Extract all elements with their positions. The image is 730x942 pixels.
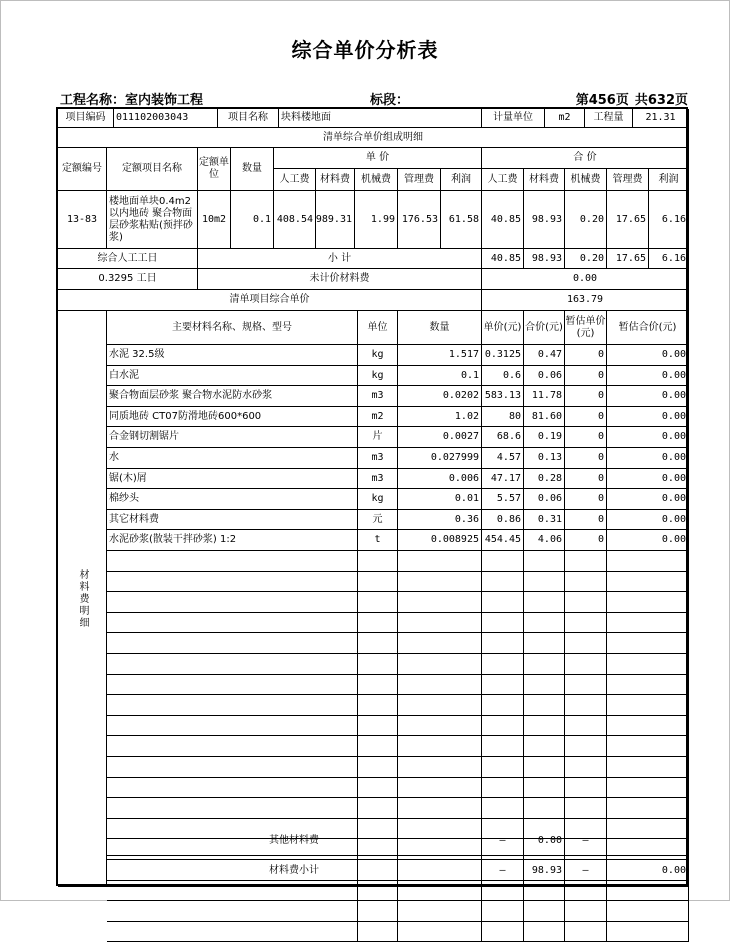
- empty-cell: [107, 798, 358, 819]
- page-total: 共632页: [634, 93, 688, 108]
- material-cell: 1.02: [398, 407, 482, 427]
- material-cell: 0: [565, 489, 607, 510]
- material-cell: 0.1: [398, 366, 482, 386]
- material-cell: 583.13: [482, 386, 524, 407]
- material-cell: 0.00: [607, 489, 689, 510]
- material-cell: 0.86: [482, 510, 524, 530]
- empty-cell: [398, 736, 482, 757]
- empty-cell: [482, 757, 524, 778]
- quota-code: 13-83: [58, 191, 107, 249]
- empty-cell: [565, 572, 607, 592]
- material-cell: 0.0027: [398, 427, 482, 448]
- material-cell: 锯(木)屑: [107, 469, 358, 489]
- qty-label: 工程量: [585, 109, 633, 128]
- empty-cell: [398, 922, 482, 942]
- empty-cell: [107, 695, 358, 716]
- unpriced-label: 未计价材料费: [198, 269, 482, 290]
- empty-cell: [565, 922, 607, 942]
- material-cell: 0.008925: [398, 530, 482, 551]
- material-header: 单位: [358, 311, 398, 345]
- material-cell: 0.3125: [482, 345, 524, 366]
- empty-cell: [107, 572, 358, 592]
- empty-cell: [107, 551, 358, 572]
- empty-cell: [607, 613, 689, 633]
- material-cell: 0.19: [524, 427, 565, 448]
- quota-total: 0.20: [565, 191, 607, 249]
- qty-value: 21.31: [633, 109, 689, 128]
- empty-cell: [107, 613, 358, 633]
- empty-cell: [107, 757, 358, 778]
- material-cell: m3: [358, 469, 398, 489]
- empty-cell: [482, 551, 524, 572]
- empty-cell: [107, 922, 358, 942]
- other-material-price: —: [482, 826, 524, 856]
- empty-cell: [107, 736, 358, 757]
- total-col-header: 管理费: [607, 169, 649, 191]
- empty-cell: [607, 633, 689, 654]
- material-cell: kg: [358, 345, 398, 366]
- material-cell: 11.78: [524, 386, 565, 407]
- empty-cell: [482, 592, 524, 613]
- empty-cell: [398, 572, 482, 592]
- quota-total: 17.65: [607, 191, 649, 249]
- material-cell: 81.60: [524, 407, 565, 427]
- analysis-table: [56, 107, 688, 886]
- empty-cell: [524, 551, 565, 572]
- empty-cell: [524, 778, 565, 798]
- unit-price-col-header: 机械费: [355, 169, 398, 191]
- material-cell: 同质地砖 CT07防滑地砖600*600: [107, 407, 358, 427]
- material-cell: m3: [358, 386, 398, 407]
- other-material-total: 0.00: [524, 826, 565, 856]
- material-cell: 454.45: [482, 530, 524, 551]
- empty-cell: [398, 695, 482, 716]
- material-header: 暂估合价(元): [607, 311, 689, 345]
- page-number: [570, 89, 688, 108]
- material-header: 单价(元): [482, 311, 524, 345]
- empty-cell: [358, 592, 398, 613]
- material-cell: 元: [358, 510, 398, 530]
- material-cell: 0.06: [524, 366, 565, 386]
- empty-cell: [482, 654, 524, 675]
- materials-side-text: 材料费明细: [77, 568, 88, 629]
- empty-cell: [524, 613, 565, 633]
- empty-cell: [607, 736, 689, 757]
- subtotal-value: 6.16: [649, 249, 689, 269]
- empty-cell: [482, 716, 524, 736]
- composition-title: 清单综合单价组成明细: [58, 128, 689, 148]
- empty-cell: [358, 572, 398, 592]
- empty-cell: [565, 654, 607, 675]
- col-quantity: 数量: [231, 148, 274, 191]
- material-cell: 4.06: [524, 530, 565, 551]
- material-cell: 水泥砂浆(散装干拌砂浆) 1:2: [107, 530, 358, 551]
- empty-cell: [358, 633, 398, 654]
- empty-cell: [565, 633, 607, 654]
- item-name: 块料楼地面: [279, 109, 482, 128]
- material-cell: kg: [358, 489, 398, 510]
- empty-cell: [607, 716, 689, 736]
- material-cell: 0.00: [607, 510, 689, 530]
- quota-total: 40.85: [482, 191, 524, 249]
- empty-cell: [565, 695, 607, 716]
- composite-value: 163.79: [482, 290, 689, 311]
- unit-price-col-header: 管理费: [398, 169, 441, 191]
- empty-cell: [565, 675, 607, 695]
- empty-cell: [607, 901, 689, 922]
- empty-cell: [107, 778, 358, 798]
- labor-days: 0.3295 工日: [58, 269, 198, 290]
- empty-cell: [358, 736, 398, 757]
- empty-cell: [107, 675, 358, 695]
- col-quota-unit: 定额单位: [198, 148, 231, 191]
- unit-price-col-header: 人工费: [274, 169, 316, 191]
- material-cell: 聚合物面层砂浆 聚合物水泥防水砂浆: [107, 386, 358, 407]
- page-title: 综合单价分析表: [291, 38, 439, 62]
- other-material-est-total: [607, 826, 689, 856]
- empty-cell: [482, 901, 524, 922]
- unit-price-col-header: 利润: [441, 169, 482, 191]
- empty-cell: [358, 716, 398, 736]
- quota-qty: 0.1: [231, 191, 274, 249]
- empty-cell: [107, 716, 358, 736]
- empty-cell: [565, 716, 607, 736]
- material-cell: 0.00: [607, 448, 689, 469]
- subtotal-value: 98.93: [524, 249, 565, 269]
- empty-cell: [398, 675, 482, 695]
- material-cell: 0.027999: [398, 448, 482, 469]
- empty-cell: [358, 922, 398, 942]
- material-subtotal-price: —: [482, 856, 524, 887]
- labor-label: 综合人工工日: [58, 249, 198, 269]
- empty-cell: [358, 613, 398, 633]
- material-cell: 0.00: [607, 345, 689, 366]
- empty-cell: [358, 695, 398, 716]
- material-cell: kg: [358, 366, 398, 386]
- empty-cell: [524, 654, 565, 675]
- section-label: 标段：: [370, 93, 410, 108]
- empty-cell: [524, 736, 565, 757]
- empty-cell: [358, 778, 398, 798]
- material-cell: 0.00: [607, 427, 689, 448]
- material-cell: 68.6: [482, 427, 524, 448]
- empty-cell: [607, 757, 689, 778]
- material-cell: 0.0202: [398, 386, 482, 407]
- material-cell: m2: [358, 407, 398, 427]
- empty-cell: [524, 592, 565, 613]
- empty-cell: [107, 592, 358, 613]
- quota-unit-price: 176.53: [398, 191, 441, 249]
- material-cell: 0.6: [482, 366, 524, 386]
- material-cell: m3: [358, 448, 398, 469]
- material-cell: t: [358, 530, 398, 551]
- empty-cell: [607, 654, 689, 675]
- material-cell: 0: [565, 407, 607, 427]
- empty-cell: [398, 613, 482, 633]
- empty-cell: [358, 757, 398, 778]
- empty-cell: [398, 551, 482, 572]
- empty-cell: [607, 551, 689, 572]
- material-cell: 80: [482, 407, 524, 427]
- subtotal-label: 小 计: [198, 249, 482, 269]
- empty-cell: [482, 695, 524, 716]
- item-code: 011102003043: [114, 109, 218, 128]
- empty-cell: [565, 901, 607, 922]
- quota-unit-price: 1.99: [355, 191, 398, 249]
- item-code-label: 项目编码: [58, 109, 114, 128]
- total-col-header: 利润: [649, 169, 689, 191]
- quota-unit-price: 408.54: [274, 191, 316, 249]
- page-current: 第456页: [575, 93, 629, 108]
- material-cell: 其它材料费: [107, 510, 358, 530]
- empty-cell: [524, 757, 565, 778]
- quota-unit-price: 61.58: [441, 191, 482, 249]
- material-cell: 合金钢切割锯片: [107, 427, 358, 448]
- material-cell: 片: [358, 427, 398, 448]
- unit-price-col-header: 材料费: [316, 169, 355, 191]
- material-subtotal-total: 98.93: [524, 856, 565, 887]
- empty-cell: [524, 716, 565, 736]
- empty-cell: [524, 922, 565, 942]
- materials-side-label: [58, 311, 107, 887]
- material-cell: 0.00: [607, 469, 689, 489]
- empty-cell: [565, 798, 607, 819]
- material-cell: 0: [565, 345, 607, 366]
- subtotal-value: 17.65: [607, 249, 649, 269]
- empty-cell: [358, 901, 398, 922]
- empty-cell: [398, 654, 482, 675]
- total-col-header: 材料费: [524, 169, 565, 191]
- item-name-label: 项目名称: [218, 109, 279, 128]
- material-cell: 4.57: [482, 448, 524, 469]
- empty-cell: [358, 798, 398, 819]
- empty-cell: [607, 798, 689, 819]
- material-cell: 0.36: [398, 510, 482, 530]
- subtotal-value: 40.85: [482, 249, 524, 269]
- material-cell: 水泥 32.5级: [107, 345, 358, 366]
- material-cell: 0.47: [524, 345, 565, 366]
- material-cell: 1.517: [398, 345, 482, 366]
- material-subtotal-est-total: 0.00: [607, 856, 689, 887]
- empty-cell: [565, 551, 607, 572]
- group-total-price: 合 价: [482, 148, 689, 169]
- material-cell: 0: [565, 386, 607, 407]
- material-cell: 0.31: [524, 510, 565, 530]
- material-header: 暂估单价(元): [565, 311, 607, 345]
- unpriced-value: 0.00: [482, 269, 689, 290]
- empty-cell: [524, 695, 565, 716]
- material-cell: 0.06: [524, 489, 565, 510]
- material-cell: 0.00: [607, 530, 689, 551]
- empty-cell: [482, 736, 524, 757]
- material-cell: 0.13: [524, 448, 565, 469]
- empty-cell: [565, 736, 607, 757]
- material-cell: 5.57: [482, 489, 524, 510]
- empty-cell: [565, 778, 607, 798]
- material-cell: 0: [565, 427, 607, 448]
- material-cell: 0.00: [607, 407, 689, 427]
- empty-cell: [107, 654, 358, 675]
- empty-cell: [398, 757, 482, 778]
- empty-cell: [524, 572, 565, 592]
- empty-cell: [607, 572, 689, 592]
- quota-total: 98.93: [524, 191, 565, 249]
- quota-total: 6.16: [649, 191, 689, 249]
- total-col-header: 机械费: [565, 169, 607, 191]
- total-col-header: 人工费: [482, 169, 524, 191]
- empty-cell: [607, 778, 689, 798]
- material-header: 数量: [398, 311, 482, 345]
- empty-cell: [607, 675, 689, 695]
- material-cell: 0.01: [398, 489, 482, 510]
- material-cell: 0: [565, 448, 607, 469]
- material-cell: 0.00: [607, 366, 689, 386]
- empty-cell: [107, 633, 358, 654]
- material-cell: 水: [107, 448, 358, 469]
- empty-cell: [482, 778, 524, 798]
- empty-cell: [524, 675, 565, 695]
- material-header: 主要材料名称、规格、型号: [107, 311, 358, 345]
- quota-unit: 10m2: [198, 191, 231, 249]
- empty-cell: [482, 613, 524, 633]
- composite-label: 清单项目综合单价: [58, 290, 482, 311]
- group-unit-price: 单 价: [274, 148, 482, 169]
- empty-cell: [565, 592, 607, 613]
- empty-cell: [398, 633, 482, 654]
- material-cell: 0: [565, 530, 607, 551]
- empty-cell: [565, 757, 607, 778]
- empty-cell: [358, 675, 398, 695]
- empty-cell: [482, 572, 524, 592]
- empty-cell: [398, 716, 482, 736]
- material-cell: 白水泥: [107, 366, 358, 386]
- empty-cell: [565, 613, 607, 633]
- empty-cell: [398, 778, 482, 798]
- empty-cell: [398, 592, 482, 613]
- empty-cell: [607, 592, 689, 613]
- empty-cell: [482, 633, 524, 654]
- other-material-est-price: —: [565, 826, 607, 856]
- quota-name: 楼地面单块0.4m2以内地砖 聚合物面层砂浆粘贴(预拌砂浆): [107, 191, 198, 249]
- empty-cell: [398, 901, 482, 922]
- unit-value: m2: [545, 109, 585, 128]
- empty-cell: [607, 695, 689, 716]
- empty-cell: [524, 901, 565, 922]
- material-cell: 0: [565, 366, 607, 386]
- subtotal-value: 0.20: [565, 249, 607, 269]
- material-cell: 47.17: [482, 469, 524, 489]
- empty-cell: [482, 675, 524, 695]
- empty-cell: [398, 798, 482, 819]
- quota-unit-price: 989.31: [316, 191, 355, 249]
- col-quota-name: 定额项目名称: [107, 148, 198, 191]
- project-name: 工程名称：室内装饰工程: [60, 93, 204, 108]
- material-cell: 0.00: [607, 386, 689, 407]
- empty-cell: [524, 798, 565, 819]
- other-material-label: 其他材料费: [107, 826, 482, 856]
- material-subtotal-label: 材料费小计: [107, 856, 482, 887]
- unit-label: 计量单位: [482, 109, 545, 128]
- empty-cell: [107, 901, 358, 922]
- col-quota-code: 定额编号: [58, 148, 107, 191]
- material-cell: 0: [565, 510, 607, 530]
- empty-cell: [358, 551, 398, 572]
- material-subtotal-est-price: —: [565, 856, 607, 887]
- empty-cell: [358, 654, 398, 675]
- material-header: 合价(元): [524, 311, 565, 345]
- empty-cell: [607, 922, 689, 942]
- material-cell: 0.006: [398, 469, 482, 489]
- empty-cell: [524, 633, 565, 654]
- material-cell: 0.28: [524, 469, 565, 489]
- material-cell: 棉纱头: [107, 489, 358, 510]
- material-cell: 0: [565, 469, 607, 489]
- empty-cell: [482, 922, 524, 942]
- empty-cell: [482, 798, 524, 819]
